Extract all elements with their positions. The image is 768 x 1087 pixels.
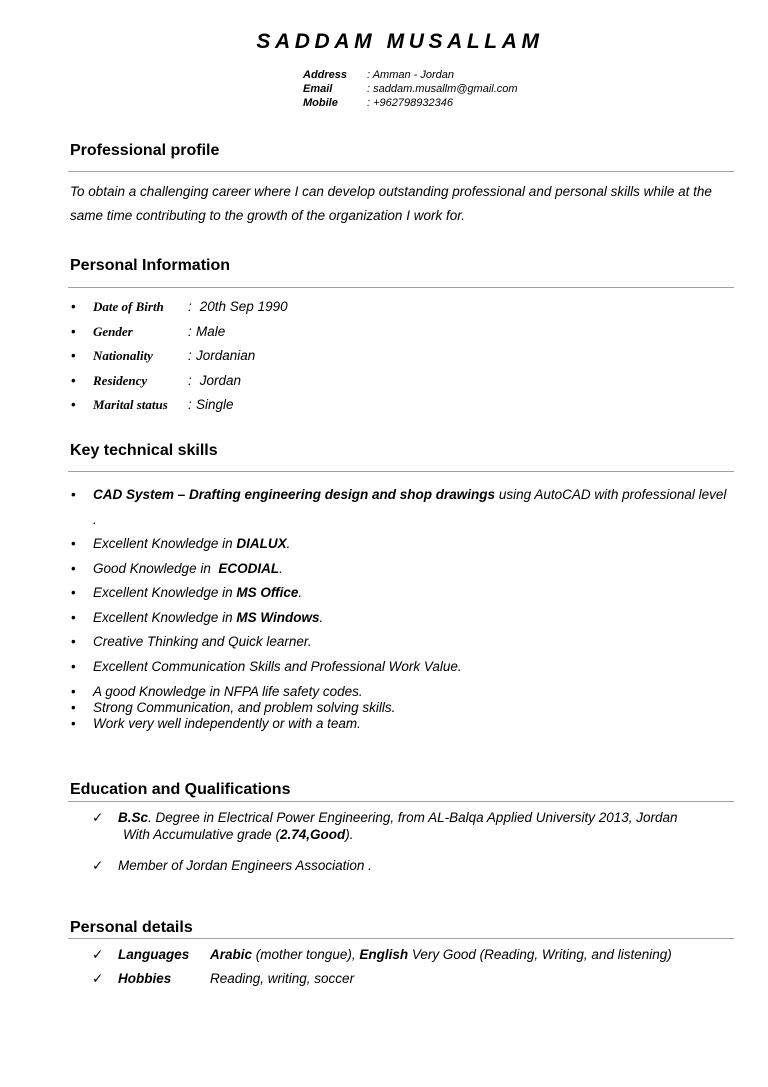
bullet-icon: • — [71, 684, 76, 699]
list-item — [68, 295, 288, 320]
contact-address — [303, 68, 518, 82]
skill-text: Strong Communication, and problem solving skills. — [93, 700, 396, 715]
language-name: English — [359, 947, 409, 962]
bullet-icon: • — [71, 397, 76, 412]
info-value: Single — [196, 397, 234, 412]
contact-mobile — [303, 96, 518, 110]
list-item — [68, 655, 733, 680]
contact-value: : Amman - Jordan — [367, 69, 455, 81]
list-item — [92, 970, 672, 988]
list-item — [68, 716, 733, 732]
section-divider — [68, 171, 734, 172]
grade-value: 2.74,Good — [279, 827, 346, 842]
list-item — [68, 483, 733, 532]
degree-name: B.Sc — [118, 810, 149, 825]
section-divider — [68, 938, 734, 939]
section-divider — [68, 801, 734, 802]
skill-text: Excellent Communication Skills and Professional Work Value. — [93, 658, 462, 674]
bullet-icon: • — [71, 700, 76, 715]
info-colon: : — [188, 299, 192, 314]
contact-label: Email — [303, 83, 333, 95]
contact-email — [303, 82, 518, 96]
info-value: Jordan — [199, 372, 242, 388]
info-label: Gender — [93, 323, 133, 339]
skill-text: using AutoCAD with professional level . — [93, 487, 727, 527]
checkmark-icon: ✓ — [92, 858, 104, 873]
list-item — [92, 857, 678, 874]
membership-text: Member of Jordan Engineers Association . — [118, 858, 372, 873]
skill-highlight: ECODIAL — [218, 560, 280, 576]
skill-highlight: MS Office — [236, 585, 299, 600]
list-item — [68, 369, 288, 394]
profile-text: To obtain a challenging career where I can develop outstanding professional and personal skills while at the same time contributing to the growth of the organization I work for. — [70, 184, 712, 223]
candidate-name: SADDAM MUSALLAM — [256, 30, 544, 53]
skill-highlight: DIALUX — [236, 536, 287, 551]
list-item — [68, 630, 733, 655]
contact-block — [303, 68, 518, 110]
skill-text: . — [286, 536, 291, 551]
section-divider — [68, 471, 734, 472]
bullet-icon: • — [71, 658, 76, 674]
list-item — [68, 606, 733, 631]
list-item — [68, 581, 733, 606]
bullet-icon: • — [71, 372, 76, 388]
grade-text: With Accumulative grade ( — [123, 827, 280, 842]
skill-text: . — [298, 585, 303, 600]
skill-text: Excellent Knowledge in — [93, 609, 237, 625]
info-value: 20th Sep 1990 — [199, 299, 288, 314]
detail-label: Hobbies — [118, 971, 172, 986]
language-name: Arabic — [210, 947, 253, 962]
bullet-icon: • — [71, 560, 76, 576]
section-title-skills: Key technical skills — [70, 442, 218, 459]
grade-text: ). — [345, 827, 354, 842]
list-item — [68, 532, 733, 557]
contact-label: Address — [303, 69, 348, 81]
bullet-icon: • — [71, 299, 76, 314]
skill-text: . — [319, 609, 324, 625]
detail-text: Very Good (Reading, Writing, and listening) — [408, 947, 672, 962]
bullet-icon: • — [71, 634, 76, 649]
skill-text: A good Knowledge in NFPA life safety codes. — [93, 684, 363, 699]
list-item — [68, 557, 733, 582]
detail-text: (mother tongue), — [252, 947, 360, 962]
contact-label: Mobile — [303, 97, 338, 109]
list-item — [68, 344, 288, 369]
section-title-personal-details: Personal details — [70, 919, 193, 936]
skill-text: Excellent Knowledge in — [93, 536, 237, 551]
info-colon: : — [188, 348, 192, 363]
list-item — [92, 946, 672, 964]
skill-highlight: MS Windows — [236, 609, 320, 625]
skill-text: Good Knowledge in — [93, 560, 219, 576]
info-value: Jordanian — [196, 348, 256, 363]
section-title-education: Education and Qualifications — [70, 781, 291, 798]
section-divider — [68, 287, 734, 288]
detail-text: Reading, writing, soccer — [210, 971, 355, 986]
info-label: Marital status — [93, 397, 168, 412]
personal-details-list — [92, 946, 672, 988]
skills-list — [68, 483, 733, 732]
section-title-profile: Professional profile — [70, 142, 220, 159]
contact-value: : +962798932346 — [367, 97, 453, 109]
skill-text: Excellent Knowledge in — [93, 585, 237, 600]
skill-text: Creative Thinking and Quick learner. — [93, 634, 312, 649]
checkmark-icon: ✓ — [92, 971, 104, 986]
bullet-icon: • — [71, 536, 76, 551]
bullet-icon: • — [71, 323, 76, 339]
bullet-icon: • — [71, 348, 76, 363]
info-colon: : — [188, 323, 192, 339]
contact-value: : saddam.musallm@gmail.com — [367, 83, 518, 95]
section-title-personal-info: Personal Information — [70, 257, 231, 274]
info-value: Male — [196, 323, 226, 339]
info-label: Residency — [93, 372, 148, 388]
personal-info-list — [68, 295, 288, 418]
checkmark-icon: ✓ — [92, 947, 104, 962]
info-label: Date of Birth — [93, 299, 164, 314]
bullet-icon: • — [71, 716, 76, 731]
detail-label: Languages — [118, 947, 190, 962]
bullet-icon: • — [71, 609, 76, 625]
checkmark-icon: ✓ — [92, 810, 104, 825]
skill-text: . — [279, 560, 283, 576]
bullet-icon: • — [71, 585, 76, 600]
list-item — [68, 320, 288, 345]
degree-text: . Degree in Electrical Power Engineering, from AL-Balqa Applied University 2013, Jordan — [148, 810, 678, 825]
info-colon: : — [188, 372, 192, 388]
bullet-icon: • — [71, 487, 76, 502]
info-label: Nationality — [93, 348, 153, 363]
skill-highlight: CAD System – Drafting engineering design and shop drawings — [93, 487, 496, 502]
list-item — [68, 393, 288, 418]
education-list — [92, 809, 678, 874]
list-item — [92, 809, 678, 843]
list-item — [68, 684, 733, 700]
skill-text: Work very well independently or with a team. — [93, 716, 361, 731]
list-item — [68, 700, 733, 716]
info-colon: : — [188, 397, 192, 412]
